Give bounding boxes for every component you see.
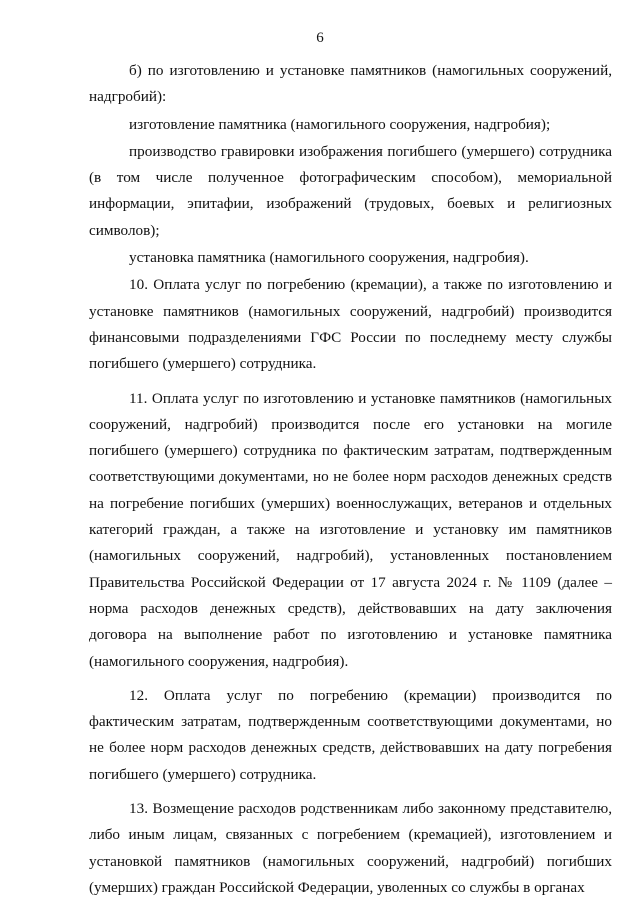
paragraph-item-installation: установка памятника (намогильного сооружения, надгробия). — [129, 249, 529, 267]
paragraph-b: б) по изготовлению и установке памятников (намогильных сооружений, надгробий): — [89, 62, 612, 106]
paragraph-12: 12. Оплата услуг по погребению (кремации) производится по фактическим затратам, подтвержденным соответствующими документами, но не более норм расходов денежных средств, действовавших на дату погребения погибшего (умершего) сотрудника. — [89, 686, 612, 783]
document-body — [89, 58, 612, 901]
paragraph-item-engraving: производство гравировки изображения погибшего (умершего) сотрудника (в том числе полученное фотографическим способом), мемориальной информации, эпитафии, изображений (трудовых, боевых и религиозных символов); — [89, 142, 612, 239]
page-number: 6 — [316, 30, 324, 46]
paragraph-13: 13. Возмещение расходов родственникам либо законному представителю, либо иным лицам, связанных с погребением (кремацией), изготовлением и установкой памятников (намогильных сооружений, надгробий) погибших (умерших) граждан Российской Федерации, уволенных со службы в органах — [89, 800, 612, 896]
paragraph-10: 10. Оплата услуг по погребению (кремации), а также по изготовлению и установке памятников (намогильных сооружений, надгробий) производится финансовыми подразделениями ГФС России по последнему месту службы погибшего (умершего) сотрудника. — [89, 276, 612, 373]
paragraph-item-making: изготовление памятника (намогильного сооружения, надгробия); — [129, 115, 551, 133]
paragraph-11: 11. Оплата услуг по изготовлению и установке памятников (намогильных сооружений, надгробий) производится после его установки на могиле погибшего (умершего) сотрудника по фактическим затратам, подтвержденным соответствующими документами, но не более норм расходов денежных средств на погребение погибших (умерших) военнослужащих, ветеранов и отдельных категорий граждан, а также на изготовление и установку им памятников (намогильных сооружений, надгробий), установленных постановлением Правительства Российской Федерации от 17 августа 2024 г. № 1109 (далее – норма расходов денежных средств), действовавших на дату заключения договора на выполнение работ по изготовлению и установке памятника (намогильного сооружения, надгробия). — [89, 389, 612, 670]
